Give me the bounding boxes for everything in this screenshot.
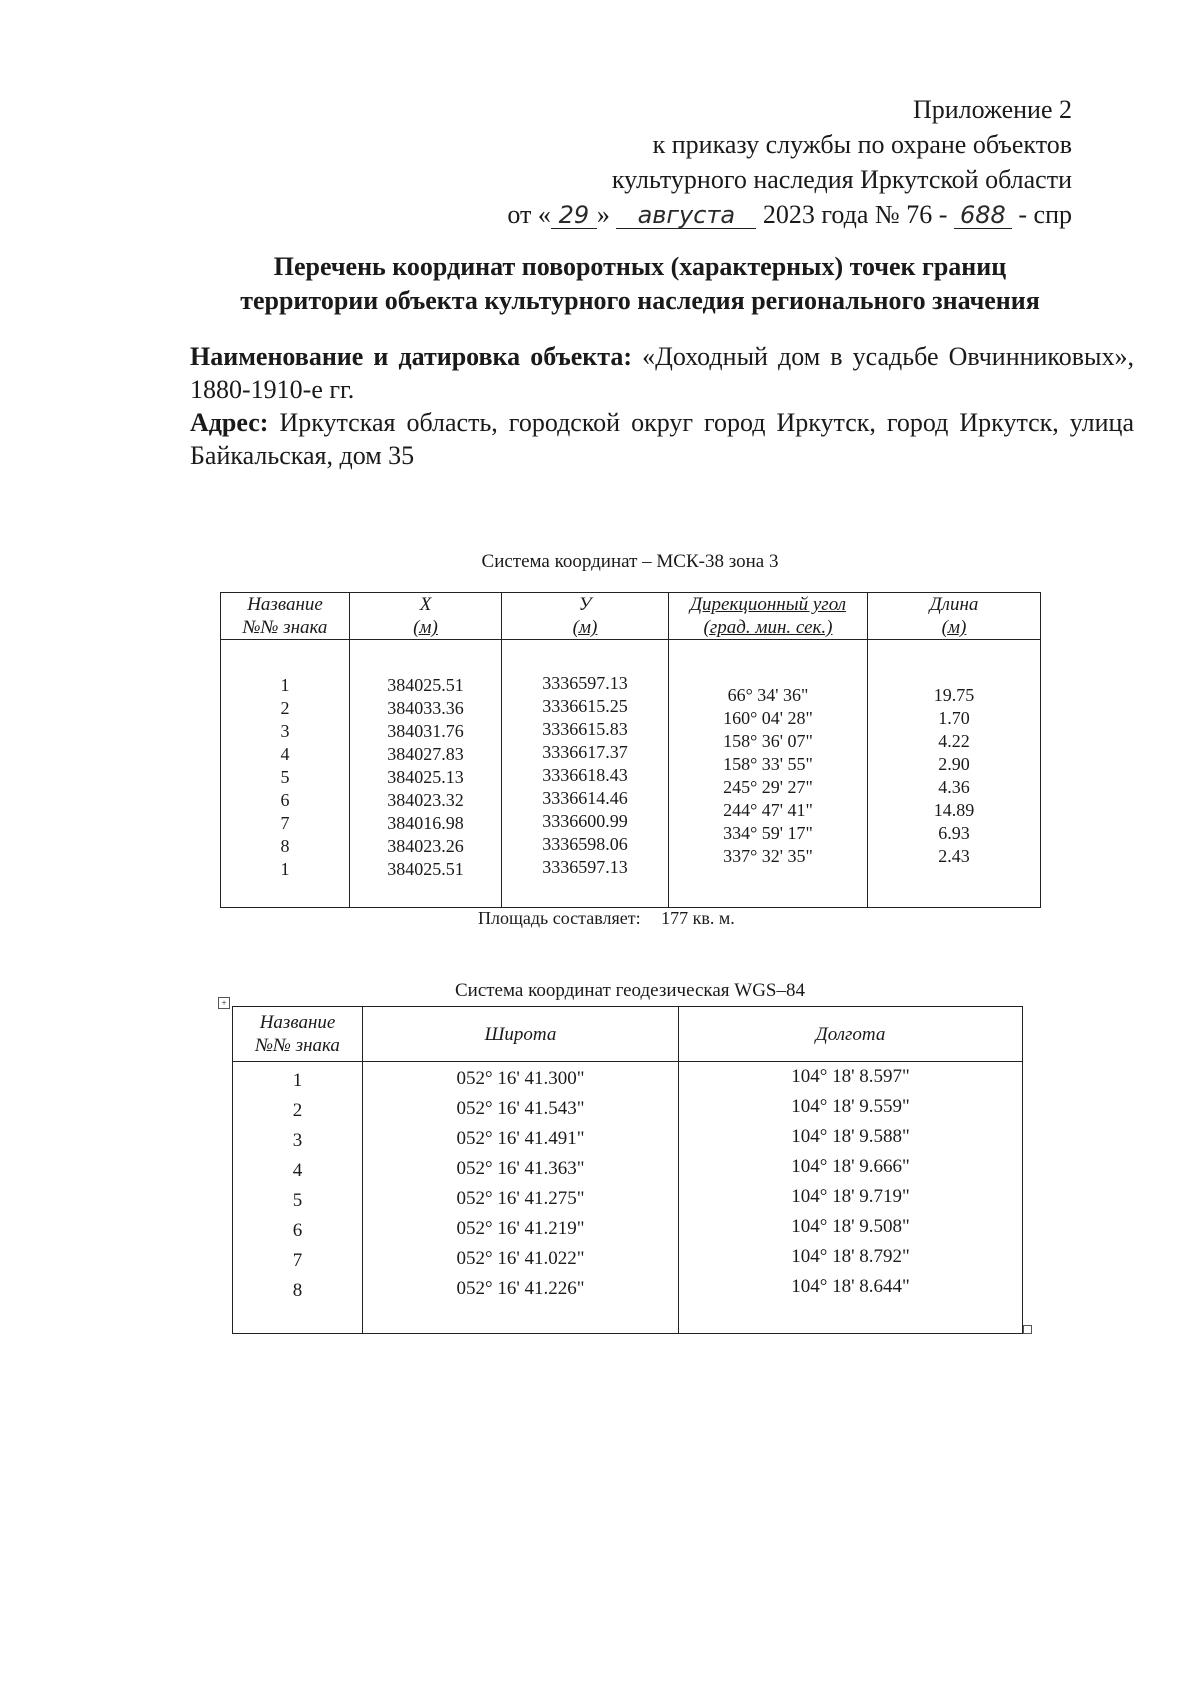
table2-latitude-value: 052° 16' 41.022": [456, 1248, 585, 1269]
table2-point: 8: [292, 1280, 303, 1301]
table1-points-column: [221, 640, 350, 908]
address-label: Адрес:: [190, 408, 269, 437]
handwritten-day: 29: [551, 202, 597, 229]
table2-points-column: [233, 1062, 363, 1334]
table2-latitude-value: 052° 16' 41.363": [456, 1158, 585, 1179]
table1-x-value: 384023.26: [387, 836, 464, 856]
table2-header-latitude: Широта: [363, 1007, 679, 1062]
table2-point: 6: [292, 1220, 303, 1241]
table2-latitude-value: 052° 16' 41.300": [456, 1068, 585, 1089]
table1-x-value: 384016.98: [387, 813, 464, 833]
table1-y-value: 3336615.25: [542, 696, 628, 716]
table2-point: 7: [292, 1250, 303, 1271]
address-value: Иркутская область, городской округ город Иркутск, город Иркутск, улица Байкальская, дом 35: [190, 408, 1134, 470]
table2-latitude-value: 052° 16' 41.275": [456, 1188, 585, 1209]
table2-header-name: Название №№ знака: [233, 1007, 363, 1062]
object-name-label: Наименование и датировка объекта:: [190, 342, 632, 371]
agency-name: культурного наследия Иркутской области: [611, 165, 1072, 194]
table2-longitude-value: 104° 18' 8.597": [791, 1066, 910, 1087]
table1-point: 5: [280, 767, 290, 787]
table1-header-angle: Дирекционный угол (град. мин. сек.): [669, 593, 868, 640]
table2-body-row: [233, 1062, 1023, 1334]
table2-longitude-value: 104° 18' 8.644": [791, 1276, 910, 1297]
table1-angle-value: 245° 29' 27": [723, 777, 813, 797]
table1-angle-value: 334° 59' 17": [723, 823, 813, 843]
table2-latitude-value: 052° 16' 41.543": [456, 1098, 585, 1119]
table2-latitude-value: 052° 16' 41.491": [456, 1128, 585, 1149]
table1-x-column: [350, 640, 502, 908]
date-prefix: от «: [507, 200, 551, 229]
table1-length-value: 19.75: [933, 685, 975, 705]
table1-y-value: 3336597.13: [542, 673, 628, 693]
table1-length-column: [868, 640, 1041, 908]
table2-point: 5: [292, 1190, 303, 1211]
table1-angle-value: 158° 33' 55": [723, 754, 813, 774]
date-quote-close: »: [596, 200, 610, 229]
table1-point: 8: [280, 836, 290, 856]
address-paragraph: [190, 406, 1134, 472]
table1-caption: Система координат – МСК-38 зона 3: [481, 551, 779, 572]
table1-angle-value: 244° 47' 41": [723, 800, 813, 820]
table1-header-x: X (м): [350, 593, 502, 640]
table1-y-value: 3336615.83: [542, 719, 628, 739]
table1-point: 4: [280, 744, 290, 764]
table1-length-value: 4.36: [938, 777, 970, 797]
table-move-handle-icon: +: [218, 997, 230, 1009]
table1-x-value: 384025.51: [387, 675, 464, 695]
table2-longitude-value: 104° 18' 9.559": [791, 1096, 910, 1117]
table1-length-value: 1.70: [938, 708, 970, 728]
table1-y-value: 3336617.37: [542, 742, 628, 762]
area-label: Площадь составляет:: [478, 908, 641, 928]
table1-header-name: Название №№ знака: [221, 593, 350, 640]
table1-y-value: 3336614.46: [542, 788, 628, 808]
table1-length-value: 6.93: [938, 823, 970, 843]
table2-point: 3: [292, 1130, 303, 1151]
table1-x-value: 384033.36: [387, 698, 464, 718]
area-value: 177 кв. м.: [661, 908, 735, 928]
table1-x-value: 384025.51: [387, 859, 464, 879]
table1-point: 1: [280, 859, 290, 879]
table-resize-handle-icon: [1023, 1325, 1032, 1334]
title-line-1: Перечень координат поворотных (характерных) точек границ: [273, 252, 1007, 281]
table1-y-value: 3336600.99: [542, 811, 628, 831]
table1-y-value: 3336597.13: [542, 857, 628, 877]
table1-y-value: 3336618.43: [542, 765, 628, 785]
table1-length-value: 2.43: [938, 846, 970, 866]
table1-point: 7: [280, 813, 290, 833]
document-title: [160, 250, 1120, 318]
table1-point: 1: [280, 675, 290, 695]
table1-angle-value: 66° 34' 36": [727, 685, 809, 705]
table2-longitude-value: 104° 18' 9.588": [791, 1126, 910, 1147]
appendix-header: [507, 92, 1072, 232]
table2-longitude-value: 104° 18' 9.666": [791, 1156, 910, 1177]
handwritten-order-number: 688: [954, 202, 1012, 229]
table1-angle-value: 337° 32' 35": [723, 846, 813, 866]
table2-caption: Система координат геодезическая WGS–84: [454, 980, 805, 1001]
table1-x-value: 384023.32: [387, 790, 464, 810]
table1-x-value: 384031.76: [387, 721, 464, 741]
msk-coordinates-table: [220, 592, 1041, 908]
table2-point: 4: [292, 1160, 303, 1181]
order-suffix: - спр: [1018, 200, 1072, 229]
table1-header-y: У (м): [502, 593, 669, 640]
table1-angle-value: 160° 04' 28": [723, 708, 813, 728]
table2-latitude-column: [363, 1062, 679, 1334]
table2-longitude-value: 104° 18' 8.792": [791, 1246, 910, 1267]
table1-point: 6: [280, 790, 290, 810]
table1-angle-column: [669, 640, 868, 908]
year-and-number: 2023 года № 76 -: [762, 200, 948, 229]
table1-point: 2: [280, 698, 290, 718]
table1-header-length: Длина (м): [868, 593, 1041, 640]
table1-body-row: [221, 640, 1041, 908]
order-date-line: [507, 197, 1072, 232]
handwritten-month: августа: [616, 202, 756, 229]
table1-length-value: 2.90: [938, 754, 970, 774]
table1-angle-value: 158° 36' 07": [723, 731, 813, 751]
table2-latitude-value: 052° 16' 41.219": [456, 1218, 585, 1239]
table1-point: 3: [280, 721, 290, 741]
object-name-value: «Доходный дом в усадьбе Овчинниковых», 1880-1910-е гг.: [190, 342, 1134, 404]
area-line: [478, 908, 735, 929]
table2-header-row: [233, 1007, 1023, 1062]
table2-point: 1: [292, 1070, 303, 1091]
table1-x-value: 384027.83: [387, 744, 464, 764]
table1-y-value: 3336598.06: [542, 834, 628, 854]
table2-header-longitude: Долгота: [679, 1007, 1023, 1062]
order-reference: к приказу службы по охране объектов: [652, 130, 1072, 159]
table1-x-value: 384025.13: [387, 767, 464, 787]
table1-y-column: [502, 640, 669, 908]
table1-length-value: 4.22: [938, 731, 970, 751]
table2-longitude-value: 104° 18' 9.719": [791, 1186, 910, 1207]
table2-point: 2: [292, 1100, 303, 1121]
title-line-2: территории объекта культурного наследия регионального значения: [240, 286, 1040, 315]
wgs84-coordinates-table: [232, 1006, 1023, 1334]
table1-header-row: [221, 593, 1041, 640]
appendix-number: Приложение 2: [912, 95, 1072, 124]
object-info: [190, 340, 1134, 472]
object-name-paragraph: [190, 340, 1134, 406]
table2-latitude-value: 052° 16' 41.226": [456, 1278, 585, 1299]
table2-longitude-value: 104° 18' 9.508": [791, 1216, 910, 1237]
table2-longitude-column: [679, 1062, 1023, 1334]
table1-length-value: 14.89: [933, 800, 975, 820]
